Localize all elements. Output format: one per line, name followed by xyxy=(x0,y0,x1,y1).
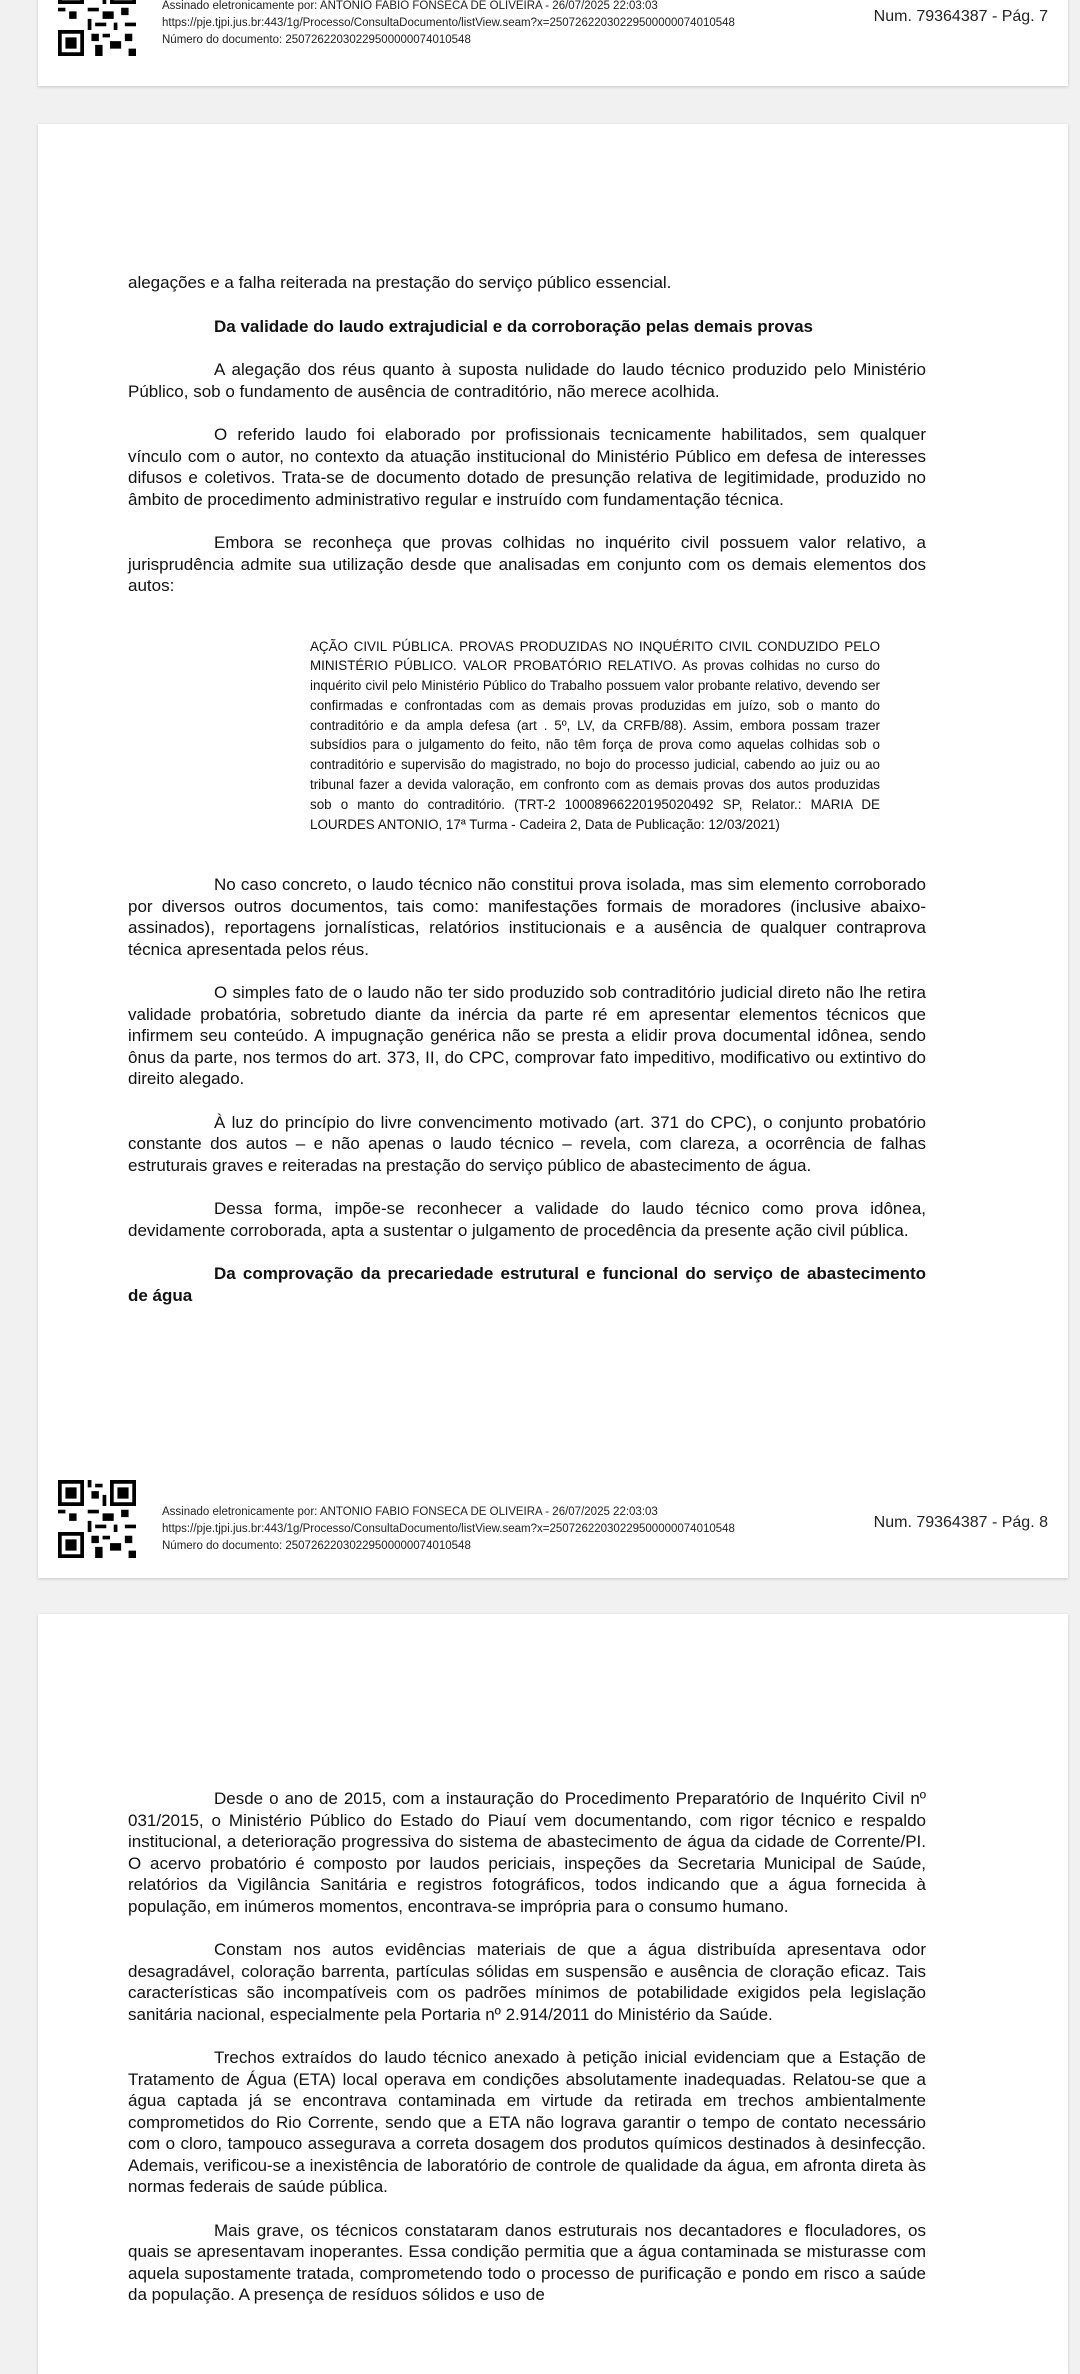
section-heading: Da comprovação da precariedade estrutural e funcional do serviço de abastecimento de água xyxy=(128,1264,926,1305)
paragraph: Dessa forma, impõe-se reconhecer a validade do laudo técnico como prova idônea, devidamente corroborada, apta a sustentar o julgamento de procedência da presente ação civil pública. xyxy=(128,1199,926,1240)
document-url[interactable]: https://pje.tjpi.jus.br:443/1g/Processo/ConsultaDocumento/listView.seam?x=25072622030229500000074010548 xyxy=(162,1523,735,1535)
document-number: Número do documento: 25072622030229500000074010548 xyxy=(162,34,471,46)
page-9 xyxy=(38,1614,1068,2374)
page-8-body xyxy=(128,272,926,1328)
paragraph: A alegação dos réus quanto à suposta nulidade do laudo técnico produzido pelo Ministério Público, sob o fundamento de ausência de contraditório, não merece acolhida. xyxy=(128,360,926,401)
page-number: Num. 79364387 - Pág. 8 xyxy=(873,1514,1048,1531)
document-url[interactable]: https://pje.tjpi.jus.br:443/1g/Processo/ConsultaDocumento/listView.seam?x=25072622030229500000074010548 xyxy=(162,17,735,29)
paragraph: alegações e a falha reiterada na prestação do serviço público essencial. xyxy=(128,273,672,292)
paragraph: À luz do princípio do livre convencimento motivado (art. 371 do CPC), o conjunto probatório constante dos autos – e não apenas o laudo técnico – revela, com clareza, a ocorrência de falhas estruturais graves e reiteradas na prestação do serviço público de abastecimento de água. xyxy=(128,1112,926,1175)
document-number: Número do documento: 25072622030229500000074010548 xyxy=(162,1540,471,1552)
paragraph: Embora se reconheça que provas colhidas no inquérito civil possuem valor relativo, a jurisprudência admite sua utilização desde que analisadas em conjunto com os demais elementos dos autos: xyxy=(128,533,926,595)
signature-block xyxy=(162,0,735,49)
paragraph: Constam nos autos evidências materiais de que a água distribuída apresentava odor desagradável, coloração barrenta, partículas sólidas em suspensão e ausência de cloração eficaz. Tais características são incompatíveis com os padrões mínimos de potabilidade exigidos pela legislação sanitária nacional, especialmente pela Portaria nº 2.914/2011 do Ministério da Saúde. xyxy=(128,1940,926,2024)
paragraph: Trechos extraídos do laudo técnico anexado à petição inicial evidenciam que a Estação de Tratamento de Água (ETA) local operava em condições absolutamente inadequadas. Relatou-se que a água captada já se encontrava contaminada em virtude da retirada em trechos ambientalmente comprometidos do Rio Corrente, sendo que a ETA não lograva garantir o tempo de contato necessário com o cloro, tampouco assegurava a correta dosagem dos produtos químicos destinados à desinfecção. Ademais, verificou-se a inexistência de laboratório de controle de qualidade da água, em afronta direta às normas federais de saúde pública. xyxy=(128,2048,926,2196)
page-7-bottom xyxy=(38,0,1068,86)
qr-code-icon xyxy=(58,1480,136,1558)
page-9-body xyxy=(128,1788,926,2328)
paragraph: O simples fato de o laudo não ter sido produzido sob contraditório judicial direto não lhe retira validade probatória, sobretudo diante da inércia da parte ré em apresentar elementos técnicos que infirmem seu conteúdo. A impugnação genérica não se presta a elidir prova documental idônea, sendo ônus da parte, nos termos do art. 373, II, do CPC, comprovar fato impeditivo, modificativo ou extintivo do direito alegado. xyxy=(128,983,926,1089)
paragraph: Desde o ano de 2015, com a instauração do Procedimento Preparatório de Inquérito Civil nº 031/2015, o Ministério Público do Estado do Piauí vem documentando, com rigor técnico e respaldo institucional, a deterioração progressiva do sistema de abastecimento de água da cidade de Corrente/PI. O acervo probatório é composto por laudos periciais, inspeções da Secretaria Municipal de Saúde, relatórios da Vigilância Sanitária e registros fotográficos, todos indicando que a água fornecida à população, em inúmeros momentos, encontrava-se imprópria para o consumo humano. xyxy=(128,1789,926,1916)
section-heading: Da validade do laudo extrajudicial e da corroboração pelas demais provas xyxy=(214,316,813,336)
jurisprudence-quote: AÇÃO CIVIL PÚBLICA. PROVAS PRODUZIDAS NO INQUÉRITO CIVIL CONDUZIDO PELO MINISTÉRIO PÚBLICO. VALOR PROBATÓRIO RELATIVO. As provas colhidas no curso do inquérito civil pelo Ministério Público do Trabalho possuem valor probante relativo, devendo ser confirmadas e confrontadas com as demais provas produzidas em juízo, sob o manto do contraditório e da ampla defesa (art . 5º, LV, da CRFB/88). Assim, embora possam trazer subsídios para o julgamento do feito, não têm força de prova como aquelas colhidas sob o contraditório e supervisão do magistrado, no bojo do processo judicial, cabendo ao juiz ou ao tribunal fazer a devida valoração, em confronto com as demais provas dos autos produzidas sob o manto do contraditório. (TRT-2 10008966220195020492 SP, Relator.: MARIA DE LOURDES ANTONIO, 17ª Turma - Cadeira 2, Data de Publicação: 12/03/2021) xyxy=(310,638,880,832)
signed-by: Assinado eletronicamente por: ANTONIO FABIO FONSECA DE OLIVEIRA - 26/07/2025 22:03:03 xyxy=(162,1506,658,1518)
qr-code-icon xyxy=(58,0,136,56)
signature-block xyxy=(162,1504,735,1555)
page-number: Num. 79364387 - Pág. 7 xyxy=(873,8,1048,25)
paragraph: O referido laudo foi elaborado por profissionais tecnicamente habilitados, sem qualquer vínculo com o autor, no contexto da atuação institucional do Ministério Público em defesa de interesses difusos e coletivos. Trata-se de documento dotado de presunção relativa de legitimidade, produzido no âmbito de procedimento administrativo regular e instruído com fundamentação técnica. xyxy=(128,425,926,509)
paragraph: Mais grave, os técnicos constataram danos estruturais nos decantadores e floculadores, os quais se apresentavam inoperantes. Essa condição permitia que a água contaminada se misturasse com aquela supostamente tratada, comprometendo todo o processo de purificação e pondo em risco a saúde da população. A presença de resíduos sólidos e uso de xyxy=(128,2220,926,2304)
page-8 xyxy=(38,124,1068,1578)
signed-by: Assinado eletronicamente por: ANTONIO FABIO FONSECA DE OLIVEIRA - 26/07/2025 22:03:03 xyxy=(162,0,658,12)
paragraph: No caso concreto, o laudo técnico não constitui prova isolada, mas sim elemento corroborado por diversos outros documentos, tais como: manifestações formais de moradores (inclusive abaixo-assinados), reportagens jornalísticas, relatórios institucionais e a ausência de qualquer contraprova técnica apresentada pelos réus. xyxy=(128,875,926,959)
